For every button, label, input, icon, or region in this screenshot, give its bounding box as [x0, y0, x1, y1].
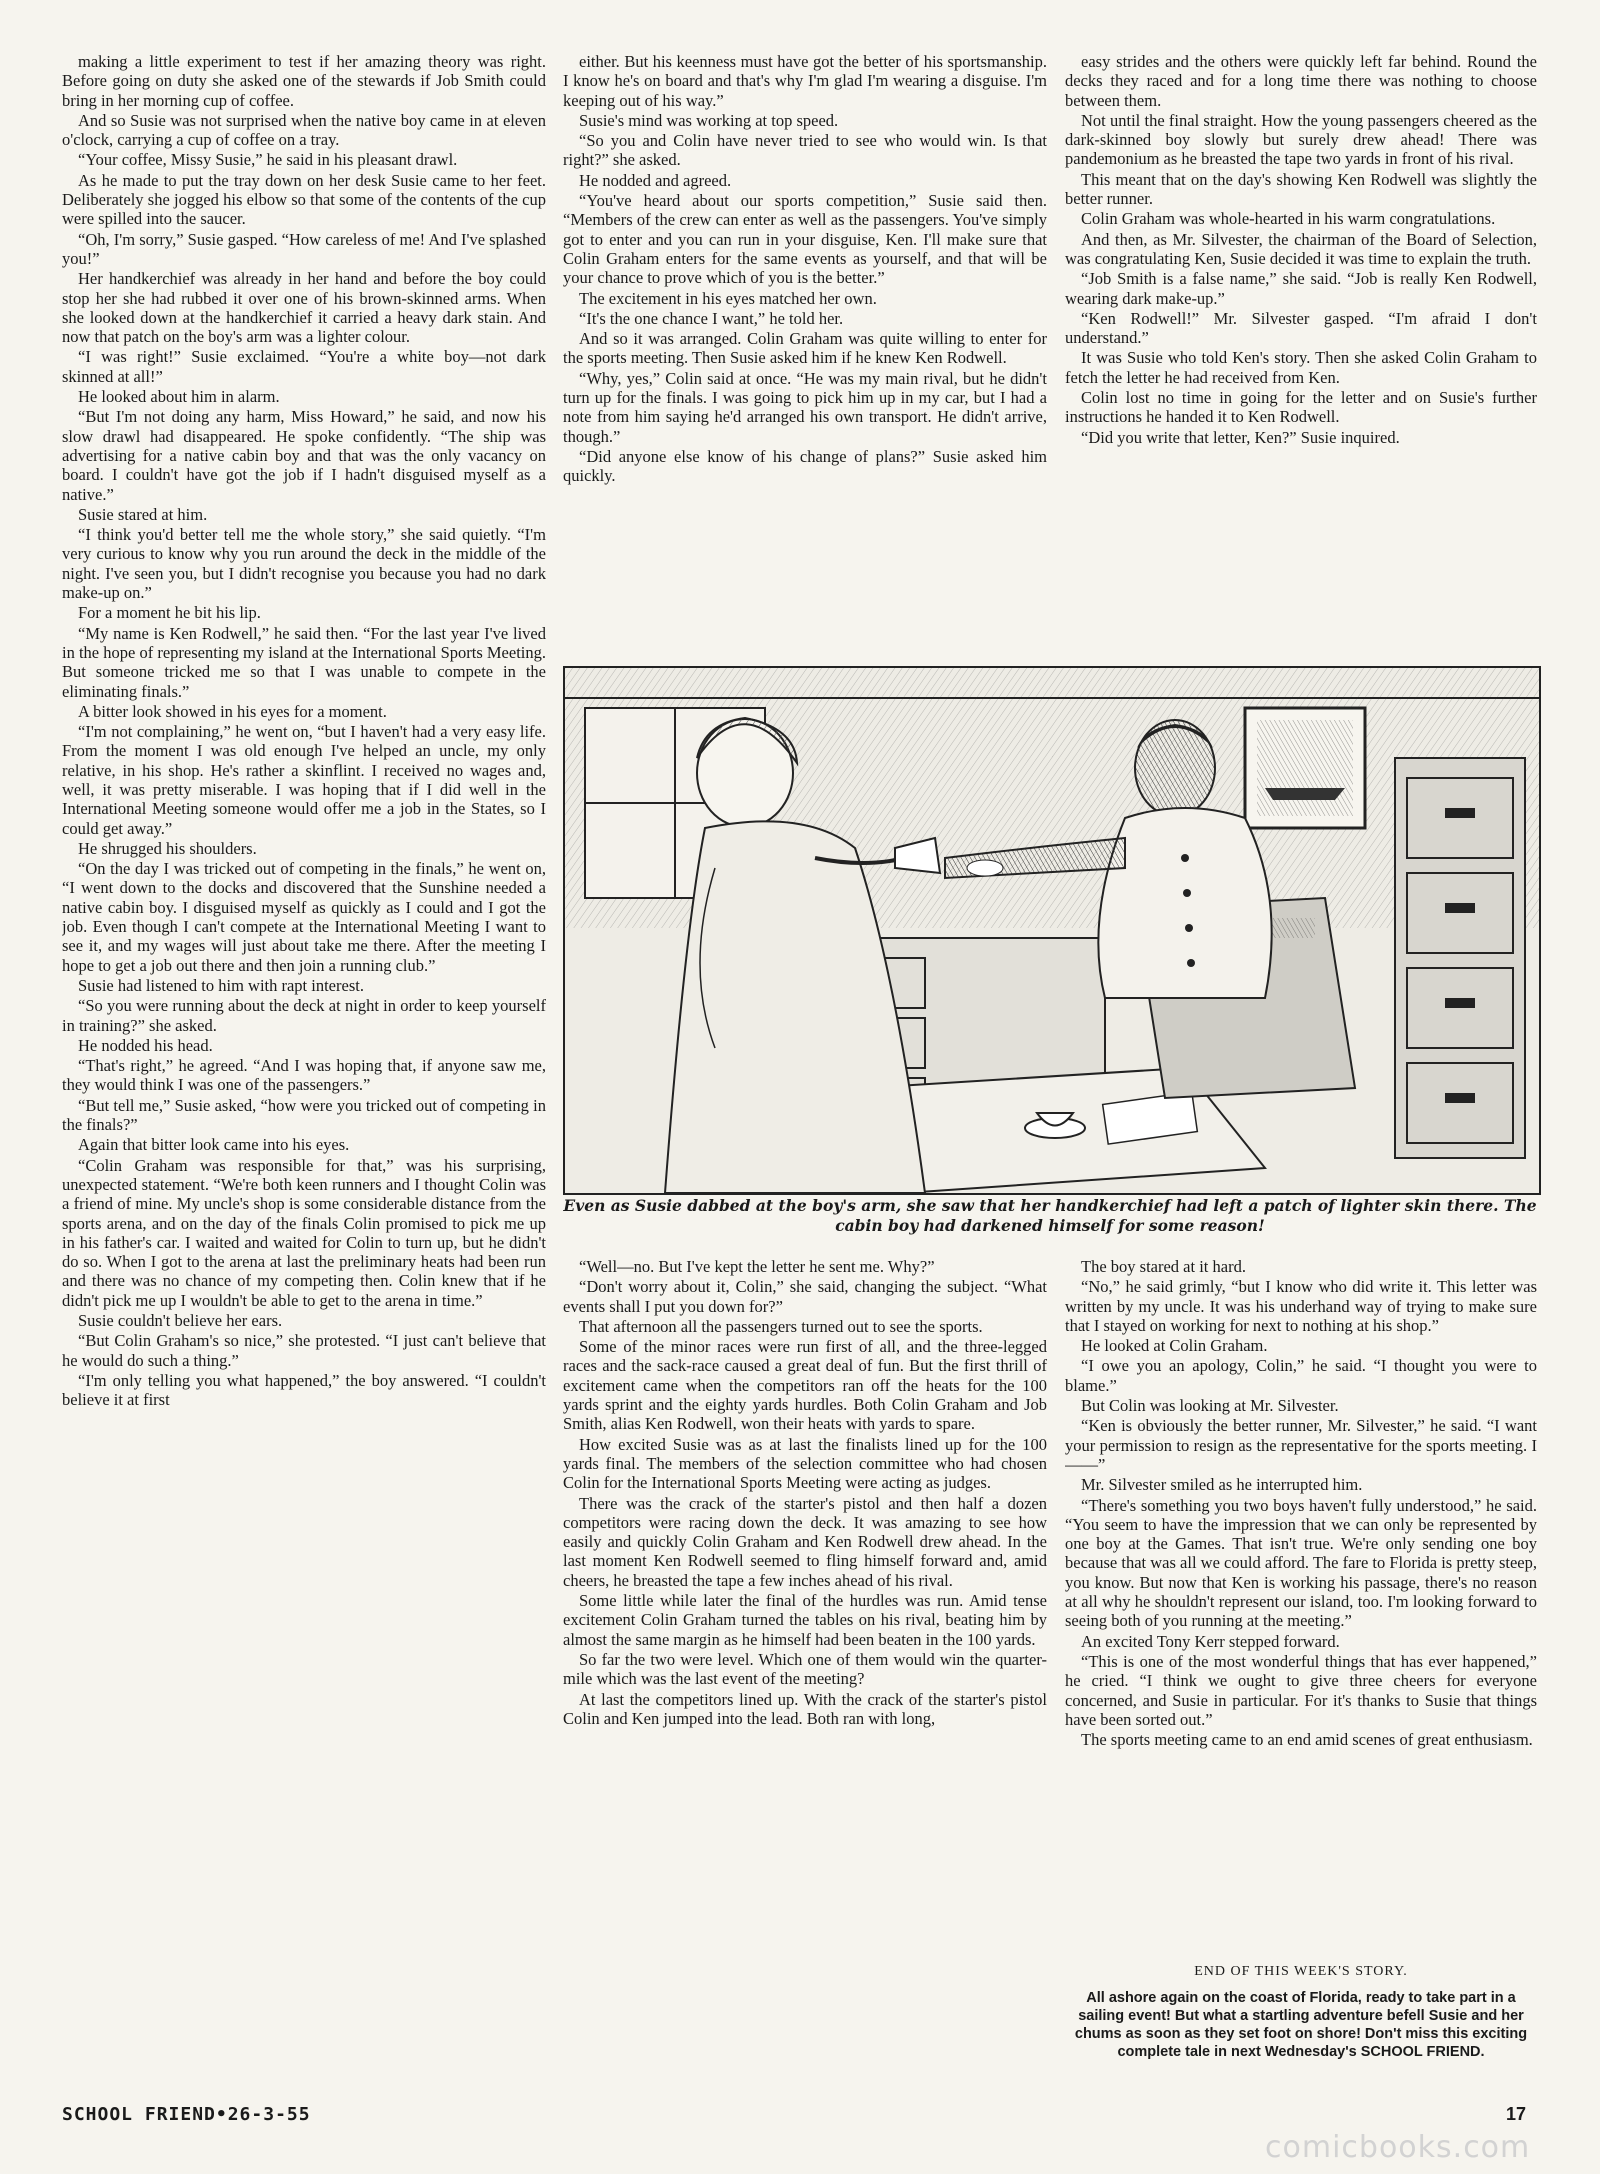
paragraph: “This is one of the most wonderful things that has ever happened,” he cried. “I think we ought to give three cheers for everyone concerned, and Susie in particular. For it's thanks to Susie that things have been sorted out.” [1065, 1651, 1537, 1729]
paragraph: “I'm not complaining,” he went on, “but I haven't had a very easy life. From the moment I was old enough I've helped an uncle, my only relative, in his shop. He's rather a skinflint. I received no wages and, well, it was pretty miserable. I was hoping that if I did well in the International Meeting someone would offer me a job in the States, so I could get away.” [62, 722, 546, 838]
story-illustration [563, 666, 1541, 1195]
paragraph: That afternoon all the passengers turned out to see the sports. [579, 1316, 983, 1336]
paragraph: And so it was arranged. Colin Graham was quite willing to enter for the sports meeting. Then Susie asked him if he knew Ken Rodwell. [563, 329, 1047, 368]
paragraph: He looked about him in alarm. [78, 387, 280, 407]
filing-cabinet [1395, 758, 1525, 1158]
paragraph: “My name is Ken Rodwell,” he said then. “For the last year I've lived in the hope of representing my island at the International Sports Meeting. But someone tricked me so that I was unable to compete in the eliminating finals.” [62, 623, 546, 701]
paragraph: For a moment he bit his lip. [78, 603, 261, 623]
paragraph: “Well—no. But I've kept the letter he sent me. Why?” [579, 1257, 935, 1276]
paragraph: easy strides and the others were quickly left far behind. Round the decks they raced and for a long time there was nothing to choose between them. [1065, 52, 1537, 110]
paragraph: “But Colin Graham's so nice,” she protested. “I just can't believe that he would do such a thing.” [62, 1331, 546, 1370]
paragraph: Susie stared at him. [78, 504, 208, 524]
paragraph: “Don't worry about it, Colin,” she said, changing the subject. “What events shall I put you down for?” [563, 1277, 1047, 1316]
paragraph: An excited Tony Kerr stepped forward. [1081, 1631, 1340, 1651]
next-week-promo: All ashore again on the coast of Florida, ready to take part in a sailing event! But what a startling adventure befell Susie and her chums as soon as they set foot on shore! Don't miss this exciting complete tale in next Wednesday's SCHOOL FRIEND. [1074, 1990, 1528, 2060]
paragraph: He shrugged his shoulders. [78, 838, 257, 858]
paragraph: making a little experiment to test if her amazing theory was right. Before going on duty she asked one of the stewards if Job Smith could bring in her morning cup of coffee. [62, 52, 546, 110]
paragraph: At last the competitors lined up. With the crack of the starter's pistol Colin and Ken jumped into the lead. Both ran with long, [563, 1689, 1047, 1728]
paragraph: He looked at Colin Graham. [1081, 1336, 1268, 1356]
paragraph: “There's something you two boys haven't fully understood,” he said. “You seem to have the impression that we can only be represented by one boy at the Games. That isn't true. We're only sending one boy because that was all we could afford. The fare to Florida is pretty steep, you know. But now that Ken is working his passage, there's no reason at all why he shouldn't represent our island, too. I'm looking forward to seeing both of you running at the meeting.” [1065, 1495, 1537, 1631]
paragraph: There was the crack of the starter's pistol and then half a dozen competitors were racing down the deck. It was amazing to see how easily and quickly Colin Graham and Ken Rodwell drew ahead. In the last moment Ken Rodwell seemed to fling himself forward and, amid cheers, he breasted the tape a few inches ahead of his rival. [563, 1493, 1047, 1590]
page-number: 17 [1506, 2104, 1527, 2124]
framed-ship-picture [1245, 708, 1365, 828]
paragraph: So far the two were level. Which one of them would win the quarter-mile which was the last event of the meeting? [563, 1649, 1047, 1689]
paragraph: Again that bitter look came into his eyes. [78, 1135, 350, 1155]
paragraph: Her handkerchief was already in her hand and before the boy could stop her she had rubbed it over one of his brown-skinned arms. When she looked down at the handkerchief it carried a heavy dark stain. And now that patch on the boy's arm was a lighter colour. [62, 269, 546, 347]
paragraph: It was Susie who told Ken's story. Then she asked Colin Graham to fetch the letter he had received from Ken. [1065, 348, 1537, 387]
paragraph: “Your coffee, Missy Susie,” he said in his pleasant drawl. [78, 150, 458, 170]
paragraph: “That's right,” he agreed. “And I was hoping that, if anyone saw me, they would think I was one of the passengers.” [62, 1056, 546, 1095]
story-column-3 [1065, 52, 1537, 652]
paragraph: “I think you'd better tell me the whole story,” she said quietly. “I'm very curious to know why you run around the deck in the middle of the night. I've seen you, but I didn't recognise you because you had no dark make-up on.” [62, 525, 546, 603]
paragraph: And so Susie was not surprised when the native boy came in at eleven o'clock, carrying a cup of coffee on a tray. [62, 110, 546, 150]
paragraph: Some little while later the final of the hurdles was run. Amid tense excitement Colin Graham turned the tables on his rival, beating him by almost the same margin as he himself had been beaten in the 100 yards. [563, 1591, 1047, 1649]
paragraph: “I owe you an apology, Colin,” he said. “I thought you were to blame.” [1065, 1356, 1537, 1395]
paragraph: “Did you write that letter, Ken?” Susie inquired. [1081, 427, 1400, 447]
paragraph: “Colin Graham was responsible for that,” was his surprising, unexpected statement. “We're both keen runners and I thought Colin was a friend of mine. My uncle's shop is some considerable distance from the sports arena, and on the day of the finals Colin promised to pick me up in his father's car. I waited and waited for Colin to turn up, but he didn't do so. When I got to the arena at last the preliminary heats had been run and there was no chance of my competing then. Colin knew that if he didn't pick me up I wouldn't be able to get to the arena in time.” [62, 1155, 546, 1310]
paragraph: Susie's mind was working at top speed. [579, 110, 839, 130]
watermark: comicbooks.com [1265, 2130, 1531, 2165]
paragraph: As he made to put the tray down on her desk Susie came to her feet. Deliberately she jogged his elbow so that some of the contents of the cup were spilled into the saucer. [62, 170, 546, 229]
paragraph: Not until the final straight. How the young passengers cheered as the dark-skinned boy slowly but surely drew ahead! There was pandemonium as he breasted the tape two yards in front of his rival. [1065, 110, 1537, 169]
paragraph: “I'm only telling you what happened,” the boy answered. “I couldn't believe it at first [62, 1370, 546, 1410]
illustration-caption: Even as Susie dabbed at the boy's arm, she saw that her handkerchief had left a patch of lighter skin there. The cabin boy had darkened himself for some reason! [563, 1196, 1537, 1235]
paragraph: “Did anyone else know of his change of plans?” Susie asked him quickly. [563, 446, 1047, 486]
story-column-1 [62, 52, 546, 2102]
paragraph: “Ken Rodwell!” Mr. Silvester gasped. “I'm afraid I don't understand.” [1065, 308, 1537, 348]
end-of-story-note: END OF THIS WEEK'S STORY. [1194, 1964, 1408, 1979]
paragraph: “So you were running about the deck at night in order to keep yourself in training?” she asked. [62, 996, 546, 1035]
story-column-2-lower [563, 1257, 1047, 2087]
paragraph: either. But his keenness must have got the better of his sportsmanship. I know he's on board and that's why I'm glad I'm wearing a disguise. I'm keeping out of his way.” [563, 52, 1047, 110]
paragraph: “It's the one chance I want,” he told her. [579, 308, 844, 328]
paragraph: “Job Smith is a false name,” she said. “Job is really Ken Rodwell, wearing dark make-up.” [1065, 269, 1537, 308]
paragraph: The boy stared at it hard. [1081, 1257, 1246, 1276]
paragraph: “But tell me,” Susie asked, “how were you tricked out of competing in the finals?” [62, 1095, 546, 1135]
paragraph: Colin Graham was whole-hearted in his warm congratulations. [1081, 209, 1496, 229]
paragraph: The sports meeting came to an end amid scenes of great enthusiasm. [1081, 1730, 1533, 1750]
story-column-3-lower [1065, 1257, 1537, 1957]
story-column-2 [563, 52, 1047, 652]
paragraph: “So you and Colin have never tried to see who would win. Is that right?” she asked. [563, 131, 1047, 170]
paragraph: “Why, yes,” Colin said at once. “He was my main rival, but he didn't turn up for the finals. I was going to pick him up in my car, but I had a note from him saying he'd arranged his own transport. He didn't arrive, though.” [563, 368, 1047, 446]
paragraph: “Oh, I'm sorry,” Susie gasped. “How careless of me! And I've splashed you!” [62, 229, 546, 268]
paragraph: How excited Susie was as at last the finalists lined up for the 100 yards final. The members of the selection committee who had chosen Colin for the International Sports Meeting were acting as judges. [563, 1434, 1047, 1493]
paragraph: “No,” he said grimly, “but I know who did write it. This letter was written by my uncle. It was his underhand way of trying to make sure that I stayed on working for next to nothing at his shop.” [1065, 1277, 1537, 1335]
paragraph: This meant that on the day's showing Ken Rodwell was slightly the better runner. [1065, 169, 1537, 209]
paragraph: He nodded his head. [78, 1035, 213, 1055]
paragraph: Susie couldn't believe her ears. [78, 1311, 283, 1330]
paragraph: A bitter look showed in his eyes for a moment. [78, 701, 387, 721]
paragraph: Susie had listened to him with rapt interest. [78, 975, 364, 995]
paragraph: “On the day I was tricked out of competing in the finals,” he went on, “I went down to the docks and discovered that the Sunshine needed a native cabin boy. I disguised myself as quickly as I could and I got the job. Even though I can't compete at the International Meeting I want to see it, and my wages will just about take me there. After the meeting I hope to get a job out there and then join a running club.” [62, 859, 546, 975]
paragraph: Some of the minor races were run first of all, and the three-legged races and the sack-race caused a great deal of fun. But the first thrill of excitement came when the competitors ran off the heats for the 100 yards sprint and the eighty yards hurdles. Both Colin Graham and Job Smith, alias Ken Rodwell, won their heats with yards to spare. [563, 1337, 1047, 1434]
paragraph: Colin lost no time in going for the letter and on Susie's further instructions he handed it to Ken Rodwell. [1065, 388, 1537, 427]
paragraph: “But I'm not doing any harm, Miss Howard,” he said, and now his slow drawl had disappeared. He spoke confidently. “The ship was advertising for a native cabin boy and that was the only vacancy on board. I couldn't have got the job if I hadn't disguised myself as a native.” [62, 407, 546, 504]
paragraph: And then, as Mr. Silvester, the chairman of the Board of Selection, was congratulating Ken, Susie decided it was time to explain the truth. [1065, 229, 1537, 268]
paragraph: “You've heard about our sports competition,” Susie said then. “Members of the crew can enter as well as the passengers. You've simply got to enter and you can run in your disguise, Ken. I'll make sure that Colin Graham enters for the same events as yourself, and that will be your chance to prove which of you is the better.” [563, 191, 1047, 288]
magazine-footer-title: SCHOOL FRIEND•26-3-55 [62, 2104, 311, 2125]
paragraph: Mr. Silvester smiled as he interrupted him. [1081, 1475, 1363, 1495]
paragraph: But Colin was looking at Mr. Silvester. [1081, 1396, 1339, 1416]
paragraph: The excitement in his eyes matched her own. [579, 288, 877, 308]
paragraph: “Ken is obviously the better runner, Mr. Silvester,” he said. “I want your permission to resign as the representative for the sports meeting. I——” [1065, 1416, 1537, 1474]
paragraph: He nodded and agreed. [579, 170, 732, 190]
paragraph: “I was right!” Susie exclaimed. “You're a white boy—not dark skinned at all!” [62, 347, 546, 386]
